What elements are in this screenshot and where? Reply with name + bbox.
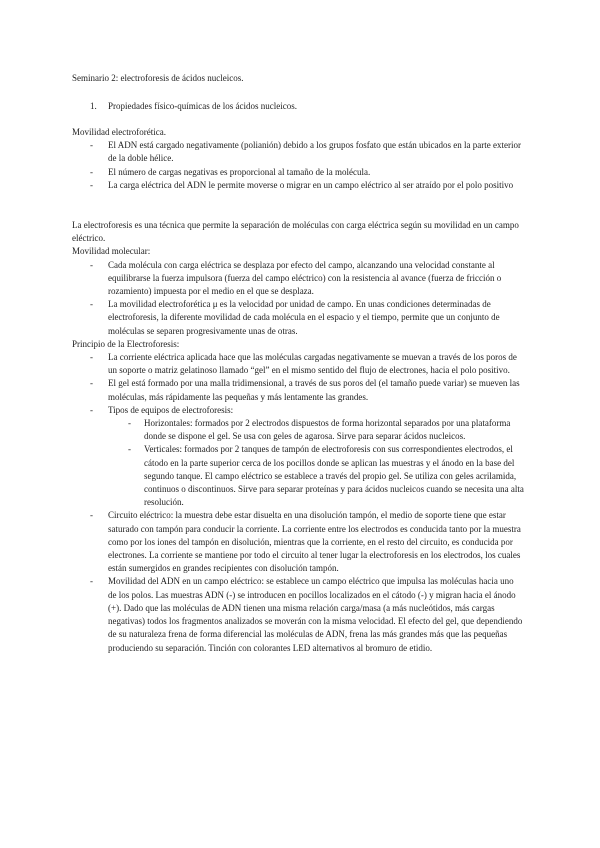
section-movilidad-electroforetica: [72, 126, 524, 192]
bullet-dash: -: [90, 179, 93, 190]
main-body: [72, 219, 524, 655]
bullet-dash: -: [90, 259, 93, 270]
list-item-text: Movilidad del ADN en un campo eléctrico: se establece un campo eléctrico que impulsa las moléculas hacia uno de los polos. Las muestras ADN (-) se introducen en pocillos localizados en el cátodo (-) y migran hacia el ánodo (+). Dado que las moléculas de ADN tienen una misma relación carga/masa (a más nucleótidos, más cargas negativas) todos los fragmentos analizados se moverán con la misma velocidad. El efecto del gel, que dependiendo de su naturaleza frena de forma diferencial las moléculas de ADN, frena las más grandes más que las pequeñas produciendo su separación. Tinción con colorantes LED alternativos al bromuro de etidio.: [108, 576, 523, 653]
list-item: [72, 179, 524, 192]
list-item-text: La movilidad electroforética μ es la velocidad por unidad de campo. En unas condiciones determinadas de electroforesis, la diferente movilidad de cada molécula en el espacio y el tiempo, permite que un conjunto de moléculas se separen progresivamente unas de otras.: [108, 299, 500, 336]
definition-paragraph: La electroforesis es una técnica que permite la separación de moléculas con carga eléctrica según su movilidad en un campo eléctrico.: [72, 220, 519, 244]
bullet-dash: -: [128, 444, 131, 455]
list-item: [72, 509, 524, 575]
list-item-text: Circuito eléctrico: la muestra debe estar disuelta en una disolución tampón, el medio de soporte tiene que estar saturado con tampón para conducir la corriente. La corriente entre los electrodos es conducida tanto por la muestra como por los iones del tampón en disolución, mientras que la corriente, en el resto del circuito, es conducida por electrones. La corriente se mantiene por todo el circuito al tener lugar la electroforesis en los electrodos, los cuales están sumergidos en grandes recipientes con disolución tampón.: [108, 510, 521, 574]
bullet-dash: -: [90, 352, 93, 363]
list-item: [72, 259, 524, 299]
list-item-text: Cada molécula con carga eléctrica se desplaza por efecto del campo, alcanzando una velocidad constante al equilibrarse la fuerza impulsora (fuerza del campo eléctrico) con la resistencia al avance (fuerza de fricción o rozamiento) impuesta por el medio en el que se desplaza.: [108, 259, 502, 297]
list-number: 1.: [90, 101, 97, 111]
list-item: [72, 166, 524, 179]
numbered-heading-label: Propiedades físico-químicas de los ácidos nucleicos.: [108, 101, 297, 111]
bullet-dash: -: [128, 418, 131, 429]
list-item-text: El número de cargas negativas es proporcional al tamaño de la molécula.: [108, 166, 371, 177]
sub-list-item: [72, 443, 524, 509]
bullet-dash: -: [90, 299, 93, 310]
sub-list-item-text: Horizontales: formados por 2 electrodos dispuestos de forma horizontal separados por una plataforma donde se dispone el gel. Se usa con geles de agarosa. Sirve para separar ácidos nucleicos.: [144, 418, 511, 442]
list-item-text: La carga eléctrica del ADN le permite moverse o migrar en un campo eléctrico al ser atraído por el polo positivo: [108, 179, 514, 190]
bullet-dash: -: [90, 404, 93, 415]
section-heading: Movilidad electroforética.: [72, 127, 166, 137]
sub-list-item: [72, 417, 524, 443]
document-title: Seminario 2: electroforesis de ácidos nucleicos.: [72, 73, 244, 83]
list-item-text: El ADN está cargado negativamente (polianión) debido a los grupos fosfato que están ubicados en la parte exterior de la doble hélice.: [108, 140, 521, 164]
list-item-text: La corriente eléctrica aplicada hace que las moléculas cargadas negativamente se muevan a través de los poros de un soporte o matriz gelatinoso llamado “gel” en el mismo sentido del flujo de electrones, hacia el polo positivo.: [108, 352, 517, 376]
list-item: [72, 377, 524, 403]
list-item-text: Tipos de equipos de electroforesis:: [108, 404, 234, 415]
bullet-dash: -: [90, 576, 93, 587]
bullet-dash: -: [90, 510, 93, 521]
section-heading: Movilidad molecular:: [72, 246, 151, 257]
list-item: [72, 404, 524, 417]
list-item: [72, 575, 524, 654]
section-heading: Principio de la Electroforesis:: [72, 338, 180, 349]
bullet-dash: -: [90, 378, 93, 389]
bullet-dash: -: [90, 140, 93, 151]
list-item: [72, 298, 524, 338]
list-item: [72, 139, 524, 165]
sub-list-item-text: Verticales: formados por 2 tanques de tampón de electroforesis con sus correspondientes electrodos, el cátodo en la parte superior cerca de los pocillos donde se aplican las muestras y el ánodo en la base del segundo tanque. El campo eléctrico se establece a través del propio gel. Se utiliza con geles acrilamida, continuos o discontinuos. Sirve para separar proteínas y para ácidos nucleicos cuando se necesita una alta resolución.: [144, 444, 524, 508]
list-item-text: El gel está formado por una malla tridimensional, a través de sus poros del (el tamaño puede variar) se mueven las moléculas, más rápidamente las pequeñas y más lentamente las grandes.: [108, 378, 520, 402]
bullet-dash: -: [90, 166, 93, 177]
list-item: [72, 351, 524, 377]
